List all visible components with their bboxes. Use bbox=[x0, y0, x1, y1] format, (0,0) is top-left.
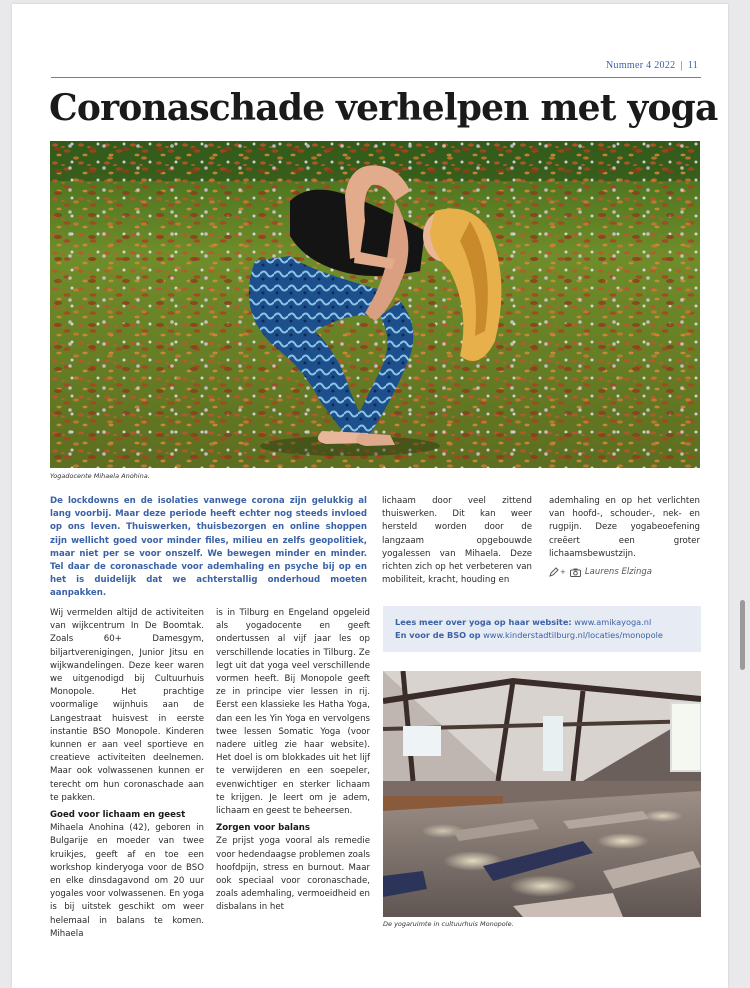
link-amikayoga[interactable]: www.amikayoga.nl bbox=[574, 617, 652, 627]
page-folio bbox=[606, 60, 698, 71]
magazine-page bbox=[12, 4, 728, 988]
intro-text: De lockdowns en de isolaties vanwege corona zijn gelukkig al lang voorbij. Maar deze periode heeft echter nog steeds invloed op ons leven. Thuiswerken, thuisbezorgen en online shoppen zijn wellicht goed voor minder files, milieu en zelfs geopolitiek, maar niet per se voor onszelf. We bewegen minder en minder. Tel daar de coronaschade voor ademhaling en psyche bij op en het is duidelijk dat we achterstallig onderhoud moeten aanpakken. bbox=[50, 496, 367, 599]
scrollbar-thumb[interactable] bbox=[740, 600, 745, 670]
body-text: ademhaling en op het verlichten van hoofd-, schouder-, nek- en rugpijn. Deze yogabeoefening creëert een groter lichaamsbewustzijn. bbox=[549, 496, 700, 559]
body-paragraph: Ze prijst yoga vooral als remedie voor hedendaagse problemen zoals hoofdpijn, stress en burnout. Maar ook speciaal voor coronaschade, zoals ademhaling, vermoeidheid en disbalans in het bbox=[216, 836, 370, 913]
subheading-balans: Zorgen voor balans bbox=[216, 823, 311, 834]
column-4-top bbox=[549, 495, 700, 561]
main-photo-caption: Yogadocente Mihaela Anohina. bbox=[50, 472, 150, 480]
info-label-bso: En voor de BSO op bbox=[395, 630, 481, 640]
column-3-top bbox=[382, 495, 532, 587]
info-label-website: Lees meer over yoga op haar website: bbox=[395, 617, 572, 627]
page-number: 11 bbox=[687, 60, 698, 71]
main-photo bbox=[50, 141, 700, 468]
article-title: Coronaschade verhelpen met yoga bbox=[49, 87, 718, 129]
camera-icon bbox=[570, 568, 581, 577]
photographer-name: Laurens Elzinga bbox=[584, 567, 652, 577]
info-box bbox=[383, 606, 701, 652]
link-kinderstad[interactable]: www.kinderstadtilburg.nl/locaties/monopole bbox=[483, 630, 663, 640]
body-paragraph: is in Tilburg en Engeland opgeleid als yogadocente en geeft ondertussen al vijf jaar les op verschillende locaties in Tilburg. Ze legt uit dat yoga veel verschillende vormen heeft. Bij Monopole geeft ze in principe vier lessen in rij. Eerst een klassieke les Hatha Yoga, dan een les Yin Yoga en vervolgens twee lessen Somatic Yoga (voor nadere uitleg zie haar website). Het doel is om blokkades uit het lijf te verwijderen en een soepeler, evenwichtiger en sterker lichaam te krijgen. Je leert om je adem, lichaam en geest te beheersen. bbox=[216, 608, 370, 817]
column-2 bbox=[216, 607, 370, 915]
subheading-lichaam-geest: Goed voor lichaam en geest bbox=[50, 810, 186, 821]
header-rule bbox=[51, 77, 701, 78]
issue-label: Nummer 4 2022 bbox=[606, 60, 676, 71]
body-paragraph: Mihaela Anohina (42), geboren in Bulgarije en moeder van twee kruikjes, geeft af en toe een workshop kinderyoga voor de BSO en elke dinsdagavond om 20 uur yogales voor volwassenen. En yoga is bij uitstek geschikt om weer helemaal in balans te komen. Mihaela bbox=[50, 823, 204, 939]
body-text: lichaam door veel zittend thuiswerken. Dit kan weer hersteld worden door de langzaam opgebouwde yogalessen van Mihaela. Deze richten zich op het verbeteren van mobiliteit, kracht, houding en bbox=[382, 496, 532, 586]
yoga-room-photo bbox=[383, 671, 701, 917]
article-intro bbox=[50, 495, 367, 601]
folio-separator: | bbox=[680, 60, 683, 71]
column-1 bbox=[50, 607, 204, 941]
photo-credit: + Laurens Elzinga bbox=[549, 567, 652, 577]
body-paragraph: Wij vermelden altijd de activiteiten van wijkcentrum In De Boomtak. Zoals 60+ Damesgym, biljartverenigingen, Junior Jitsu en wijkwandelingen. Deze keer waren we uitgenodigd bij Cultuurhuis Monopole. Het prachtige voormalige wijnhuis aan de Langestraat huisvest in eerste instantie BSO Monopole. Kinderen kunnen er aan veel sportieve en creatieve activiteiten deelnemen. Maar ook volwassenen kunnen er terecht om hun coronaschade aan te pakken. bbox=[50, 608, 204, 803]
room-photo-caption: De yogaruimte in cultuurhuis Monopole. bbox=[383, 920, 514, 928]
pencil-icon bbox=[549, 567, 559, 577]
